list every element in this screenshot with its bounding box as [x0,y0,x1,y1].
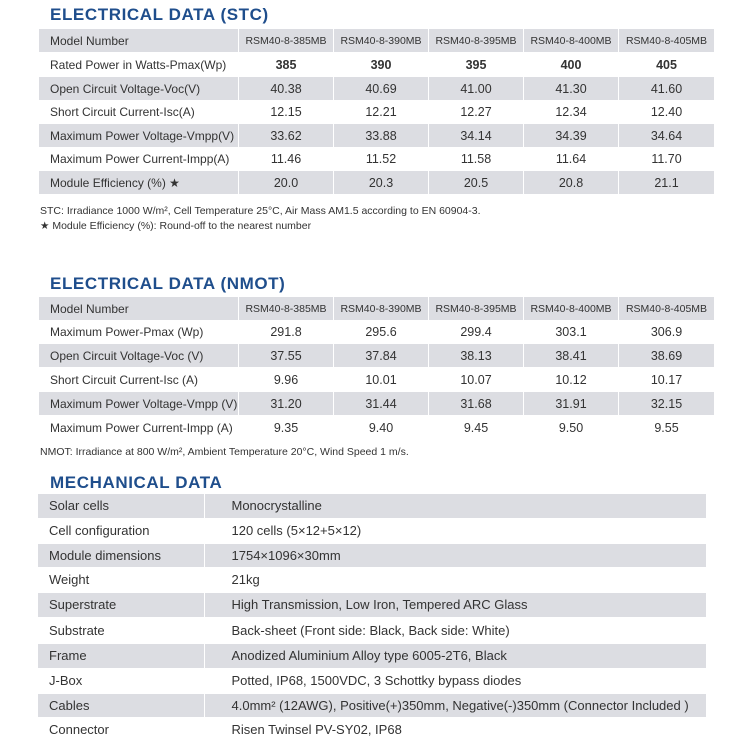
nmot-row-isc [39,368,715,392]
value-cell: 10.17 [619,368,715,392]
value-cell: 31.91 [524,392,619,416]
value-cell: 405 [619,53,715,77]
mech-label: Connector [38,717,204,741]
mech-value: 21kg [204,567,706,592]
mech-table [38,494,706,742]
value-cell: 33.62 [239,124,334,148]
nmot-model-1: RSM40-8-385MB [239,297,334,321]
value-cell: 41.30 [524,77,619,101]
nmot-header-label: Model Number [39,297,239,321]
value-cell: 306.9 [619,321,715,344]
mech-label: Cables [38,693,204,717]
stc-model-4: RSM40-8-400MB [524,29,619,53]
nmot-row-impp [39,416,715,440]
value-cell: 11.64 [524,148,619,171]
value-cell: 385 [239,53,334,77]
value-cell: 10.01 [334,368,429,392]
value-cell: 38.13 [429,344,524,368]
value-cell: 32.15 [619,392,715,416]
value-cell: 291.8 [239,321,334,344]
mech-row-module-dimensions [38,543,706,567]
value-cell: 295.6 [334,321,429,344]
mech-label: Frame [38,643,204,668]
value-cell: 38.69 [619,344,715,368]
row-label: Module Efficiency (%) ★ [39,171,239,195]
nmot-header-row [39,297,715,321]
row-label: Open Circuit Voltage-Voc (V) [39,344,239,368]
value-cell: 20.8 [524,171,619,195]
stc-header-row [39,29,715,53]
row-label: Short Circuit Current-Isc (A) [39,368,239,392]
row-label: Maximum Power Current-Impp (A) [39,416,239,440]
mech-label: Module dimensions [38,543,204,567]
value-cell: 20.0 [239,171,334,195]
stc-row-efficiency [39,171,715,195]
value-cell: 38.41 [524,344,619,368]
mech-section-title: MECHANICAL DATA [50,473,223,492]
stc-note-1: STC: Irradiance 1000 W/m², Cell Temperature 25°C, Air Mass AM1.5 according to EN 60904-3. [40,205,481,217]
mech-label: Cell configuration [38,518,204,543]
value-cell: 40.69 [334,77,429,101]
row-label: Maximum Power Current-Impp(A) [39,148,239,171]
row-label: Maximum Power Voltage-Vmpp(V) [39,124,239,148]
nmot-model-2: RSM40-8-390MB [334,297,429,321]
value-cell: 20.3 [334,171,429,195]
nmot-row-pmax [39,321,715,344]
value-cell: 40.38 [239,77,334,101]
mech-row-connector [38,717,706,741]
stc-row-isc [39,101,715,124]
mech-value: Anodized Aluminium Alloy type 6005-2T6, Black [204,643,706,668]
value-cell: 33.88 [334,124,429,148]
mech-value: Potted, IP68, 1500VDC, 3 Schottky bypass diodes [204,668,706,693]
nmot-row-voc [39,344,715,368]
value-cell: 21.1 [619,171,715,195]
nmot-section-title: ELECTRICAL DATA (NMOT) [50,274,286,293]
nmot-row-vmpp [39,392,715,416]
mech-value: 4.0mm² (12AWG), Positive(+)350mm, Negative(-)350mm (Connector Included ) [204,693,706,717]
stc-table [38,28,715,195]
value-cell: 9.40 [334,416,429,440]
value-cell: 10.07 [429,368,524,392]
stc-header-label: Model Number [39,29,239,53]
mech-row-superstrate [38,592,706,617]
row-label: Maximum Power Voltage-Vmpp (V) [39,392,239,416]
mech-value: 120 cells (5×12+5×12) [204,518,706,543]
mech-row-substrate [38,617,706,643]
mech-label: J-Box [38,668,204,693]
stc-row-pmax [39,53,715,77]
value-cell: 12.21 [334,101,429,124]
stc-section-title: ELECTRICAL DATA (STC) [50,5,269,24]
value-cell: 34.14 [429,124,524,148]
nmot-table [38,296,715,440]
value-cell: 41.60 [619,77,715,101]
value-cell: 10.12 [524,368,619,392]
value-cell: 12.27 [429,101,524,124]
value-cell: 12.40 [619,101,715,124]
value-cell: 41.00 [429,77,524,101]
mech-row-cell-configuration [38,518,706,543]
mech-label: Weight [38,567,204,592]
mech-value: High Transmission, Low Iron, Tempered ARC Glass [204,592,706,617]
mech-row-frame [38,643,706,668]
value-cell: 9.96 [239,368,334,392]
stc-row-voc [39,77,715,101]
value-cell: 31.68 [429,392,524,416]
value-cell: 34.64 [619,124,715,148]
value-cell: 11.46 [239,148,334,171]
stc-row-impp [39,148,715,171]
value-cell: 9.50 [524,416,619,440]
mech-value: Monocrystalline [204,494,706,518]
value-cell: 37.55 [239,344,334,368]
value-cell: 31.20 [239,392,334,416]
value-cell: 9.45 [429,416,524,440]
nmot-note: NMOT: Irradiance at 800 W/m², Ambient Temperature 20°C, Wind Speed 1 m/s. [40,446,409,458]
value-cell: 395 [429,53,524,77]
value-cell: 20.5 [429,171,524,195]
row-label: Open Circuit Voltage-Voc(V) [39,77,239,101]
mech-row-cables [38,693,706,717]
mech-row-solar-cells [38,494,706,518]
value-cell: 11.52 [334,148,429,171]
stc-model-5: RSM40-8-405MB [619,29,715,53]
stc-model-2: RSM40-8-390MB [334,29,429,53]
value-cell: 299.4 [429,321,524,344]
value-cell: 12.34 [524,101,619,124]
nmot-model-5: RSM40-8-405MB [619,297,715,321]
mech-label: Solar cells [38,494,204,518]
mech-row-weight [38,567,706,592]
stc-note-2: ★ Module Efficiency (%): Round-off to the nearest number [40,220,312,232]
stc-model-3: RSM40-8-395MB [429,29,524,53]
value-cell: 303.1 [524,321,619,344]
nmot-model-3: RSM40-8-395MB [429,297,524,321]
nmot-model-4: RSM40-8-400MB [524,297,619,321]
value-cell: 11.58 [429,148,524,171]
value-cell: 11.70 [619,148,715,171]
mech-label: Superstrate [38,592,204,617]
value-cell: 34.39 [524,124,619,148]
value-cell: 37.84 [334,344,429,368]
value-cell: 12.15 [239,101,334,124]
row-label: Rated Power in Watts-Pmax(Wp) [39,53,239,77]
mech-value: Back-sheet (Front side: Black, Back side: White) [204,617,706,643]
mech-row-j-box [38,668,706,693]
value-cell: 9.55 [619,416,715,440]
row-label: Maximum Power-Pmax (Wp) [39,321,239,344]
value-cell: 400 [524,53,619,77]
value-cell: 9.35 [239,416,334,440]
stc-model-1: RSM40-8-385MB [239,29,334,53]
stc-row-vmpp [39,124,715,148]
value-cell: 31.44 [334,392,429,416]
mech-label: Substrate [38,617,204,643]
row-label: Short Circuit Current-Isc(A) [39,101,239,124]
mech-value: 1754×1096×30mm [204,543,706,567]
mech-value: Risen Twinsel PV-SY02, IP68 [204,717,706,741]
value-cell: 390 [334,53,429,77]
